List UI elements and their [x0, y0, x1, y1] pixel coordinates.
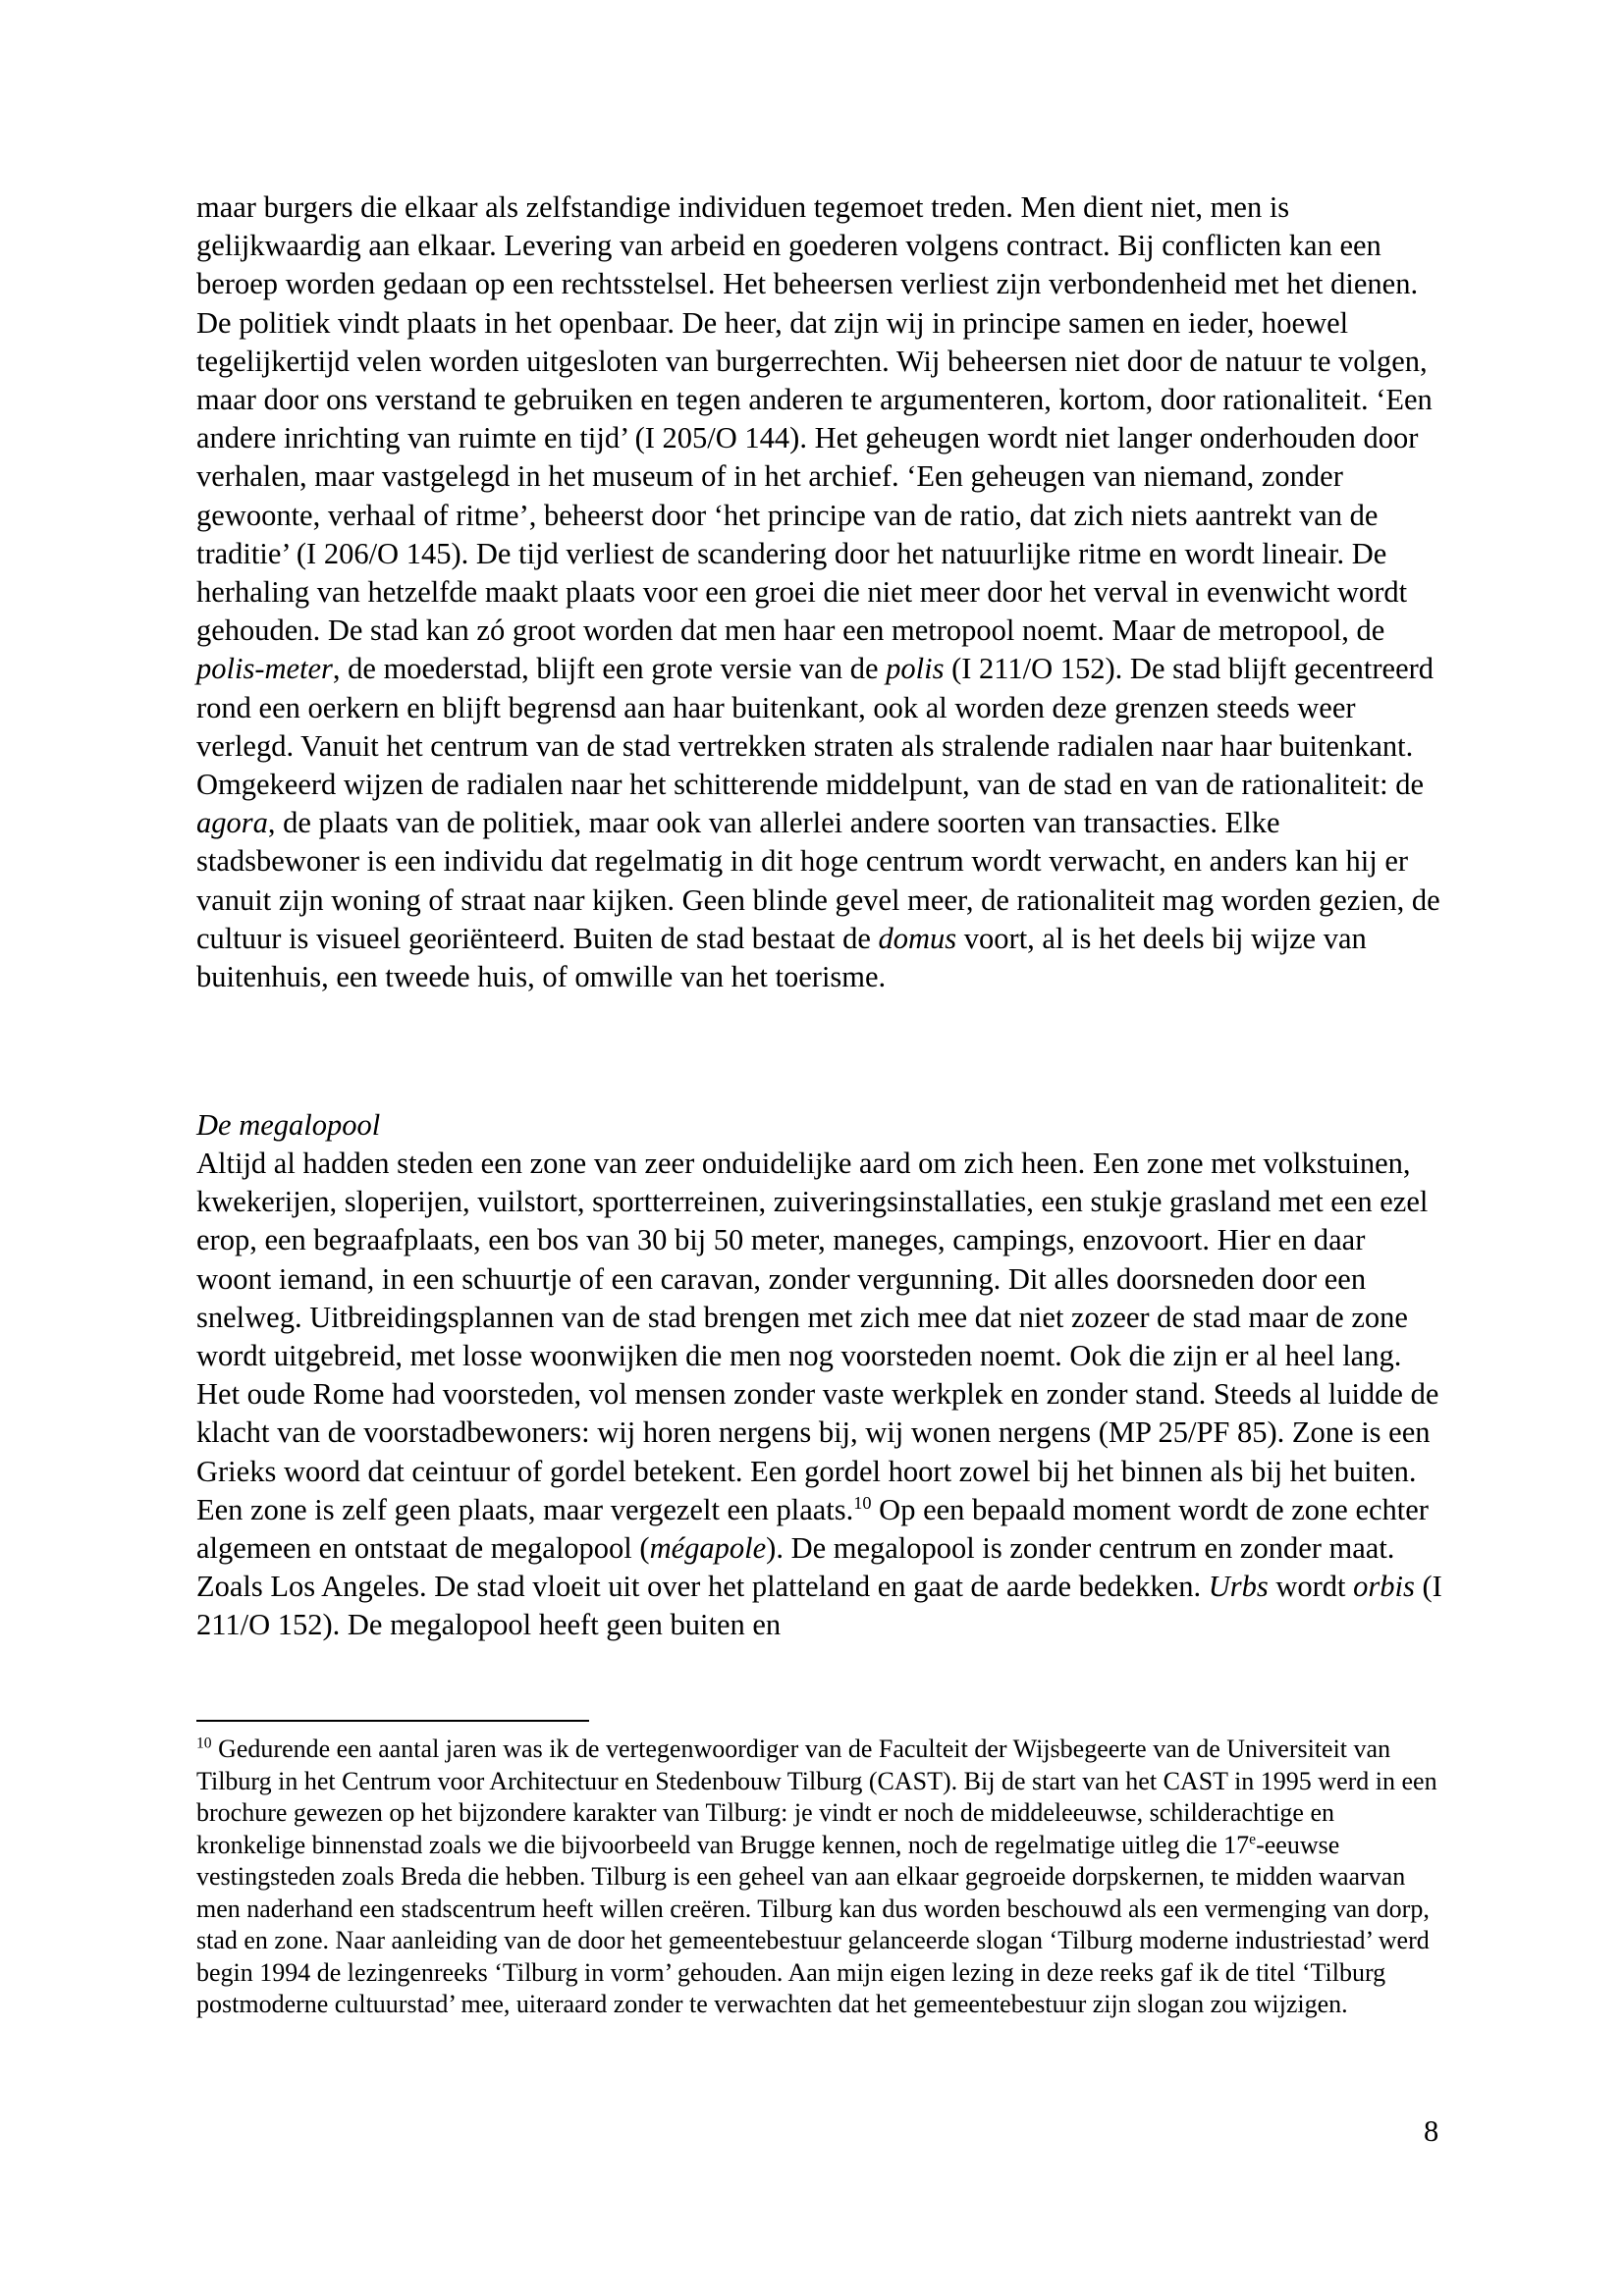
text-run: ). De megalopool is zonder centrum en zonder maat. Zoals Los Angeles. De stad vloeit uit over het platteland en gaat de aarde bedekken. [196, 1531, 1395, 1604]
italic-term-polis: polis [886, 652, 945, 686]
text-run: voort, al is het deels bij wijze van buitenhuis, een tweede huis, of omwille van het toerisme. [196, 921, 1367, 994]
italic-term-orbis: orbis [1353, 1570, 1415, 1604]
footnote-separator [196, 1720, 589, 1722]
text-run: , de moederstad, blijft een grote versie van de [332, 652, 887, 686]
italic-term-urbs: Urbs [1208, 1570, 1269, 1604]
italic-term-domus: domus [878, 921, 957, 955]
text-run: maar burgers die elkaar als zelfstandige individuen tegemoet treden. Men dient niet, men is gelijkwaardig aan elkaar. Levering van arbeid en goederen volgens contract. Bij conflicten kan een beroep worden gedaan op een rechtsstelsel. Het beheersen verliest zijn verbondenheid met het dienen. De politiek vindt plaats in het openbaar. De heer, dat zijn wij in principe samen en ieder, hoewel tegelijkertijd velen worden uitgesloten van burgerrechten. Wij beheersen niet door de natuur te volgen, maar door ons verstand te gebruiken en tegen anderen te argumenteren, kortom, door rationaliteit. ‘Een andere inrichting van ruimte en tijd’ (I 205/O 144). Het geheugen wordt niet langer onderhouden door verhalen, maar vastgelegd in het museum of in het archief. ‘Een geheugen van niemand, zonder gewoonte, verhaal of ritme’, beheerst door ‘het principe van de ratio, dat zich niets aantrekt van de traditie’ (I 206/O 145). De tijd verliest de scandering door het natuurlijke ritme en wordt lineair. De herhaling van hetzelfde maakt plaats voor een groei die niet meer door het verval in evenwicht wordt gehouden. De stad kan zó groot worden dat men haar een metropool noemt. Maar de metropool, de [196, 190, 1433, 648]
italic-term-megapole: mégapole [649, 1531, 767, 1566]
text-run: Altijd al hadden steden een zone van zeer onduidelijke aard om zich heen. Een zone met volkstuinen, kwekerijen, sloperijen, vuilstort, sportterreinen, zuiveringsinstallaties, een stukje grasland met een ezel erop, een begraafplaats, een bos van 30 bij 50 meter, maneges, campings, enzovoort. Hier en daar woont iemand, in een schuurtje of een caravan, zonder vergunning. Dit alles doorsneden door een snelweg. Uitbreidingsplannen van de stad brengen met zich mee dat niet zozeer de stad maar de zone wordt uitgebreid, met losse woonwijken die men nog voorsteden noemt. Ook die zijn er al heel lang. Het oude Rome had voorsteden, vol mensen zonder vaste werkplek en zonder stand. Steeds al luidde de klacht van de voorstadbewoners: wij horen nergens bij, wij wonen nergens (MP 25/PF 85). Zone is een Grieks woord dat ceintuur of gordel betekent. Een gordel hoort zowel bij het binnen als bij het buiten. Een zone is zelf geen plaats, maar vergezelt een plaats. [196, 1147, 1439, 1526]
text-run: Gedurende een aantal jaren was ik de vertegenwoordiger van de Faculteit der Wijsbegeerte van de Universiteit van Tilburg in het Centrum voor Architectuur en Stedenbouw Tilburg (CAST). Bij de start van het CAST in 1995 werd in een brochure gewezen op het bijzondere karakter van Tilburg: je vindt er noch de middeleeuwse, schilderachtige en kronkelige binnenstad zoals we die bijvoorbeeld van Brugge kennen, noch de regelmatige uitleg die 17 [196, 1735, 1437, 1859]
page-number: 8 [1424, 2114, 1439, 2148]
footnote-number: 10 [196, 1735, 212, 1752]
body-paragraph-2 [196, 1145, 1447, 1645]
text-run: -eeuwse vestingsteden zoals Breda die hebben. Tilburg is een geheel van aan elkaar gegroeide dorpskernen, te midden waarvan men naderhand een stadscentrum heeft willen creëren. Tilburg kan dus worden beschouwd als een vermenging van dorp, stad en zone. Naar aanleiding van de door het gemeentebestuur gelanceerde slogan ‘Tilburg moderne industriestad’ werd begin 1994 de lezingenreeks ‘Tilburg in vorm’ gehouden. Aan mijn eigen lezing in deze reeks gaf ik de titel ‘Tilburg postmoderne cultuurstad’ mee, uiteraard zonder te verwachten dat het gemeentebestuur zijn slogan zou wijzigen. [196, 1830, 1430, 2018]
text-run: (I 211/O 152). De stad blijft gecentreerd rond een oerkern en blijft begrensd aan haar buitenkant, ook al worden deze grenzen steeds weer verlegd. Vanuit het centrum van de stad vertrekken straten als stralende radialen naar haar buitenkant. Omgekeerd wijzen de radialen naar het schitterende middelpunt, van de stad en van de rationaliteit: de [196, 652, 1435, 802]
superscript-ordinal: e [1249, 1830, 1257, 1847]
text-run: , de plaats van de politiek, maar ook van allerlei andere soorten van transacties. Elke stadsbewoner is een individu dat regelmatig in dit hoge centrum wordt verwacht, en anders kan hij er vanuit zijn woning of straat naar kijken. Geen blinde gevel meer, de rationaliteit mag worden gezien, de cultuur is visueel georiënteerd. Buiten de stad bestaat de [196, 806, 1440, 955]
footnote-reference[interactable]: 10 [853, 1492, 872, 1513]
text-run: Op een bepaald moment wordt de zone echter algemeen en ontstaat de megalopool ( [196, 1492, 1429, 1566]
section-heading: De megalopool [196, 1108, 381, 1142]
text-run: (I 211/O 152). De megalopool heeft geen buiten en [196, 1570, 1442, 1642]
italic-term-polis-meter: polis-meter [196, 652, 333, 686]
footnote [196, 1734, 1447, 2021]
body-paragraph-1 [196, 188, 1447, 996]
italic-term-agora: agora [196, 806, 268, 840]
text-run: wordt [1268, 1570, 1354, 1604]
